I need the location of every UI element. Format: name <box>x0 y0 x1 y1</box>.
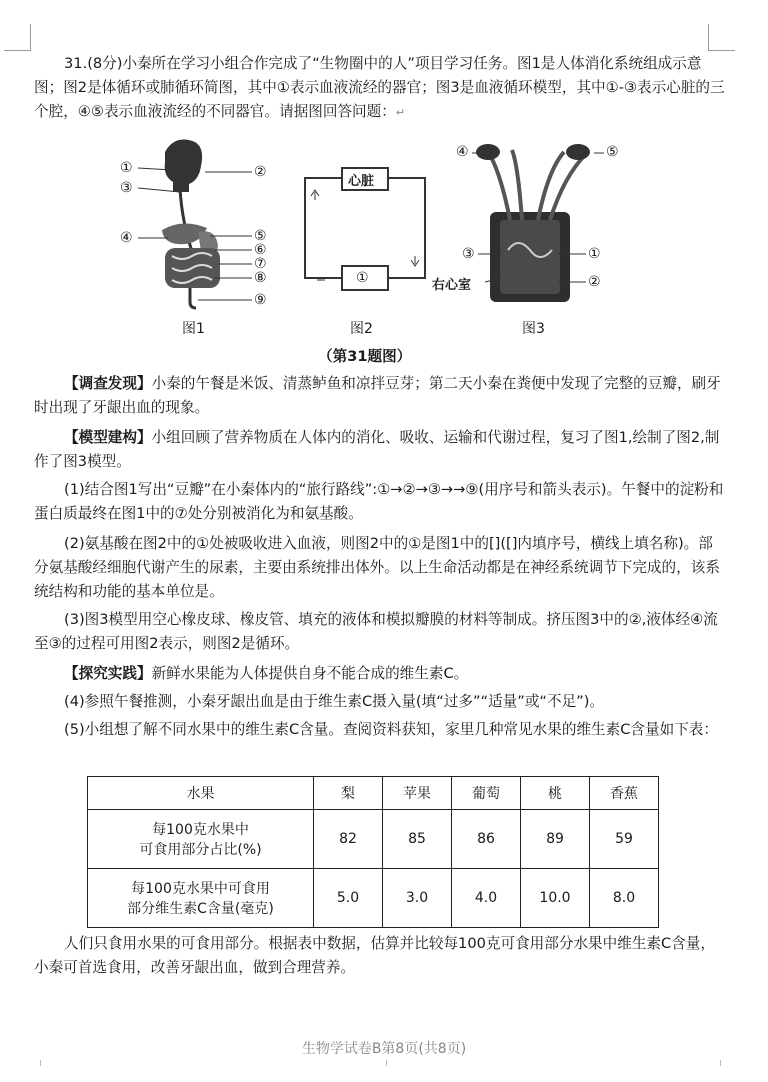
table-cell: 89 <box>521 810 590 869</box>
fig1-label-7: ⑦ <box>254 256 267 272</box>
fig1-label-9: ⑨ <box>254 292 267 308</box>
fig1-label-2: ② <box>254 164 267 180</box>
figure-title: （第31题图） <box>318 348 412 365</box>
fig1-label-8: ⑧ <box>254 270 267 286</box>
practice-paragraph: 【探究实践】新鲜水果能为人体提供自身不能合成的维生素C。 <box>64 665 469 682</box>
question-5: (5)小组想了解不同水果中的维生素C含量。查阅资料获知，家里几种常见水果的维生素C含量如下表： <box>64 721 718 738</box>
question-4: (4)参照午餐推测，小秦牙龈出血是由于维生素C摄入量(填“过多”“适量”或“不足”)。 <box>64 693 605 710</box>
fig1-label-5: ⑤ <box>254 228 267 244</box>
table-row <box>88 810 659 869</box>
figure-area <box>110 130 630 345</box>
page-footer: 生物学试卷B第8页(共8页) <box>301 1041 467 1057</box>
question-intro: 31.(8分)小秦所在学习小组合作完成了“生物圈中的人”项目学习任务。图1是人体消化系统组成示意图；图2是体循环或肺循环简图，其中①表示血液流经的器官；图3是血液循环模型，其中①-③表示心脏的三个腔，④⑤表示血液流经的不同器官。请据图回答问题：↵ <box>34 55 725 120</box>
fig1-label-6: ⑥ <box>254 242 267 258</box>
page-tick <box>386 1060 387 1066</box>
fig3-label-4: ④ <box>456 144 469 160</box>
fig2-organ-label: ① <box>356 270 369 286</box>
fig2-caption: 图2 <box>350 321 373 337</box>
table-header-cell: 梨 <box>314 777 383 810</box>
table-header-cell: 桃 <box>521 777 590 810</box>
table-cell: 4.0 <box>452 869 521 928</box>
fig1-caption: 图1 <box>182 321 205 337</box>
fig1-label-1: ① <box>120 160 133 176</box>
fig1-label-3: ③ <box>120 180 133 196</box>
fig3-label-3: ③ <box>462 246 475 262</box>
fig3-label-1: ① <box>588 246 601 262</box>
fig3-label-5: ⑤ <box>606 144 619 160</box>
table-header-cell: 水果 <box>88 777 314 810</box>
fig3-label-2: ② <box>588 274 601 290</box>
conclusion-paragraph: 人们只食用水果的可食用部分。根据表中数据，估算并比较每100克可食用部分水果中维生素C含量，小秦可首选食用，改善牙龈出血，做到合理营养。 <box>34 935 715 976</box>
table-header-row <box>88 777 659 810</box>
fig3-caption: 图3 <box>522 321 545 337</box>
survey-paragraph: 【调查发现】小秦的午餐是米饭、清蒸鲈鱼和凉拌豆芽；第二天小秦在粪便中发现了完整的豆瓣，刷牙时出现了牙龈出血的现象。 <box>34 375 721 416</box>
table-header-cell: 苹果 <box>383 777 452 810</box>
fig3-ventricle-label: 右心室 <box>432 278 472 293</box>
table-cell: 59 <box>590 810 659 869</box>
table-row-label: 每100克水果中 可食用部分占比(%) <box>88 810 314 869</box>
table-cell: 85 <box>383 810 452 869</box>
question-1: (1)结合图1写出“豆瓣”在小秦体内的“旅行路线”:①→②→③→→⑨(用序号和箭头表示)。午餐中的淀粉和蛋白质最终在图1中的⑦处分别被消化为和氨基酸。 <box>34 481 724 522</box>
practice-label: 【探究实践】 <box>64 665 152 682</box>
table-cell: 10.0 <box>521 869 590 928</box>
question-2: (2)氨基酸在图2中的①处被吸收进入血液，则图2中的①是图1中的[]([]内填序号，横线上填名称)。部分氨基酸经细胞代谢产生的尿素，主要由系统排出体外。以上生命活动都是在神经系统调节下完成的，该系统结构和功能的基本单位是。 <box>34 535 720 600</box>
fig1-label-4: ④ <box>120 230 133 246</box>
vitamin-c-table <box>87 776 659 928</box>
table-cell: 5.0 <box>314 869 383 928</box>
table-row <box>88 869 659 928</box>
page-tick <box>40 1060 41 1066</box>
model-paragraph: 【模型建构】小组回顾了营养物质在人体内的消化、吸收、运输和代谢过程，复习了图1,绘制了图2,制作了图3模型。 <box>34 429 720 470</box>
table-header-cell: 香蕉 <box>590 777 659 810</box>
fig1-digestive-diagram <box>110 130 630 320</box>
question-3: (3)图3模型用空心橡皮球、橡皮管、填充的液体和模拟瓣膜的材料等制成。挤压图3中的②,液体经④流至③的过程可用图2表示，则图2是循环。 <box>34 611 718 652</box>
page-tick <box>720 1060 721 1066</box>
survey-label: 【调查发现】 <box>64 375 152 392</box>
model-label: 【模型建构】 <box>64 429 152 446</box>
table-row-label: 每100克水果中可食用 部分维生素C含量(毫克) <box>88 869 314 928</box>
table-cell: 82 <box>314 810 383 869</box>
table-cell: 3.0 <box>383 869 452 928</box>
table-header-cell: 葡萄 <box>452 777 521 810</box>
table-cell: 86 <box>452 810 521 869</box>
page-corner-mark <box>4 24 31 51</box>
fig2-heart-label: 心脏 <box>348 174 375 189</box>
page-corner-mark <box>708 24 735 51</box>
table-cell: 8.0 <box>590 869 659 928</box>
